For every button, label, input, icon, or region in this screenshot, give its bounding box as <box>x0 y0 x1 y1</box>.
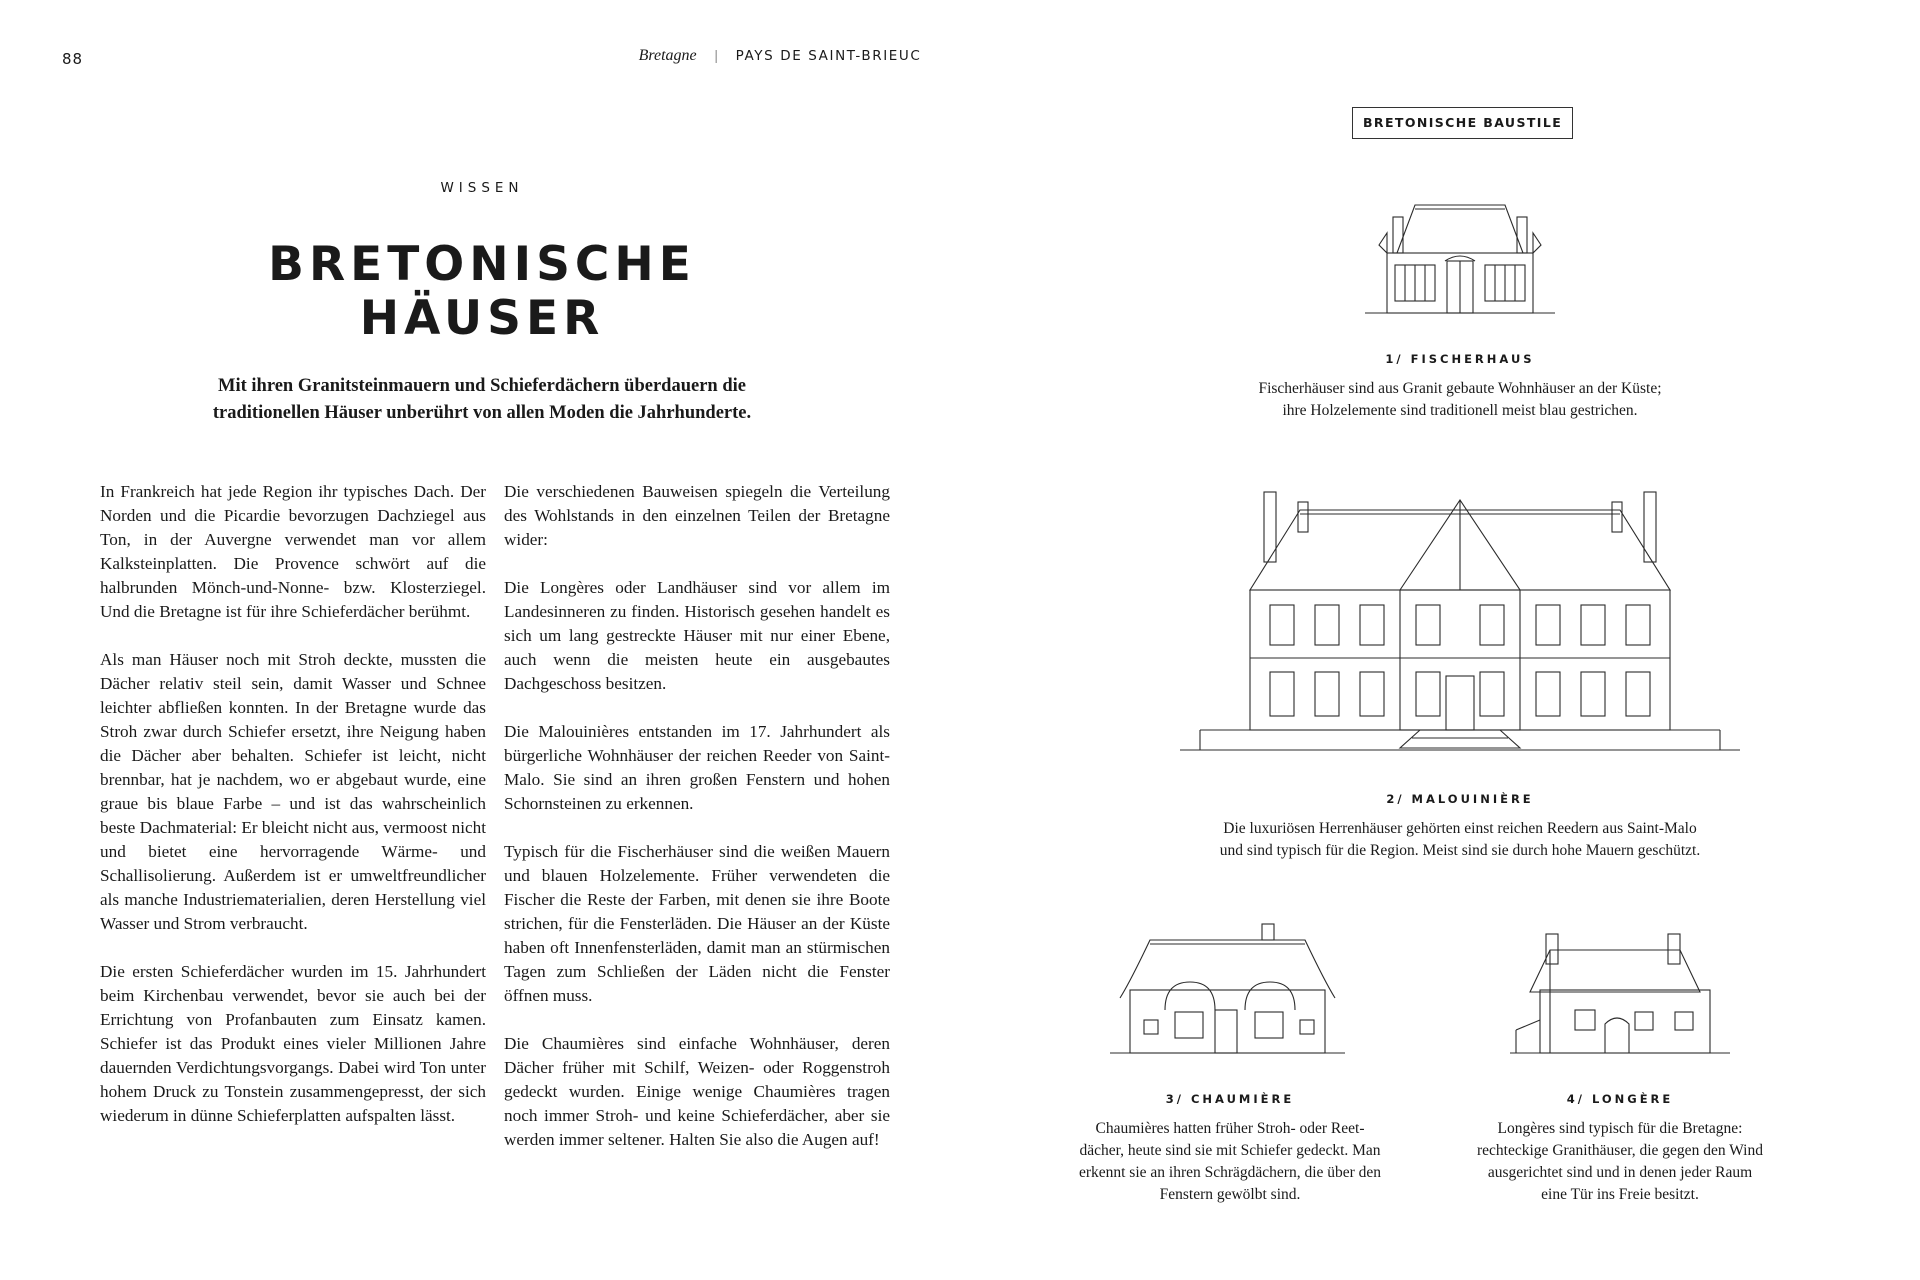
body-paragraph: In Frankreich hat jede Region ihr typisches Dach. Der Norden und die Picardie bevorzugen Dachziegel aus Ton, in der Auvergne verwendet man vor allem Kalksteinplatten. Die Provence schwört auf die halbrunden Mönch-und-Nonne- bzw. Klosterziegel. Und die Bretagne ist für ihre Schieferdächer berühmt. <box>100 482 486 621</box>
malouiniere-illustration <box>1180 480 1740 760</box>
body-paragraph: Als man Häuser noch mit Stroh deckte, mussten die Dächer relativ steil sein, damit Wasser und Schnee leichter abfließen konnten. In der Bretagne wurde das Stroh zwar durch Schiefer ersetzt, ihre Neigung haben die Dächer aber behalten. Schiefer ist leicht, nicht brennbar, hat je nachdem, wo er abgebaut wurde, eine graue bis blaue Farbe – und ist das wahrscheinlich beste Dachmaterial: Er bleicht nicht aus, vermoost nicht und bietet eine hervorragende Wärme- und Schallisolierung. Außerdem ist er umweltfreundlicher als manche Industriematerialien, deren Herstellung viel Wasser und Strom verbraucht. <box>100 650 486 933</box>
fischerhaus-illustration <box>1365 195 1555 320</box>
article-lead <box>100 373 864 427</box>
article-lead-line-2: traditionellen Häuser unberührt von allen Moden die Jahrhunderte. <box>212 403 752 423</box>
body-paragraph: Die verschiedenen Bauweisen spiegeln die Verteilung des Wohlstands in den einzelnen Teilen der Bretagne wider: <box>504 482 890 549</box>
malouiniere-title: 2/ MALOUINIÈRE <box>1386 792 1534 806</box>
sidebar-label: BRETONISCHE BAUSTILE <box>1352 107 1573 139</box>
caption-line: Fischerhäuser sind aus Granit gebaute Wohnhäuser an der Küste; <box>1258 380 1662 397</box>
longere-title: 4/ LONGÈRE <box>1566 1092 1674 1106</box>
running-head-section: PAYS DE SAINT-BRIEUC <box>735 48 922 64</box>
caption-line: ausgerichtet sind und in denen jeder Raum <box>1487 1164 1753 1181</box>
caption-line: eine Tür ins Freie besitzt. <box>1541 1186 1699 1203</box>
caption-line: erkennt sie an ihren Schrägdächern, die über den <box>1078 1164 1382 1181</box>
article-title-line-1: BRETONISCHE <box>268 237 696 292</box>
caption-line: und sind typisch für die Region. Meist sind sie durch hohe Mauern geschützt. <box>1219 842 1701 859</box>
article-lead-line-1: Mit ihren Granitsteinmauern und Schieferdächern überdauern die <box>218 376 746 396</box>
caption-line: Die luxuriösen Herrenhäuser gehörten einst reichen Reedern aus Saint-Malo <box>1223 820 1697 837</box>
longere-description <box>1460 1118 1780 1206</box>
running-head <box>600 47 960 65</box>
running-head-region: Bretagne <box>638 47 697 64</box>
article-kicker: WISSEN <box>440 180 524 196</box>
fischerhaus-title: 1/ FISCHERHAUS <box>1385 352 1535 366</box>
page-number: 88 <box>62 50 84 68</box>
body-paragraph: Die Chaumières sind einfache Wohnhäuser, deren Dächer früher mit Schilf, Weizen- oder Roggenstroh gedeckt wurden. Einige wenige Chaumières tragen noch immer Stroh- und keine Schieferdächer, aber sie werden immer seltener. Halten Sie also die Augen auf! <box>504 1034 890 1149</box>
article-title <box>0 238 964 346</box>
caption-line: dächer, heute sind sie mit Schiefer gedeckt. Man <box>1079 1142 1381 1159</box>
caption-line: rechteckige Granithäuser, die gegen den Wind <box>1477 1142 1763 1159</box>
body-paragraph: Die ersten Schieferdächer wurden im 15. Jahrhundert beim Kirchenbau verwendet, bevor sie auch bei der Errichtung von Profanbauten zum Einsatz kamen. Schiefer ist das Produkt eines vieler Millionen Jahre dauernden Verdichtungsvorgangs. Dabei wird Ton unter hohem Druck zu Tonstein zusammengepresst, der sich wiederum in dünne Schieferplatten aufspalten lässt. <box>100 962 486 1125</box>
body-paragraph: Die Malouinières entstanden im 17. Jahrhundert als bürgerliche Wohnhäuser der reichen Reeder von Saint-Malo. Sie sind an ihren großen Fenstern und hohen Schornsteinen zu erkennen. <box>504 722 890 813</box>
longere-illustration <box>1510 920 1730 1060</box>
chaumiere-illustration <box>1110 920 1345 1060</box>
malouiniere-description <box>1140 818 1780 862</box>
fischerhaus-description <box>1160 378 1760 422</box>
chaumiere-title: 3/ CHAUMIÈRE <box>1165 1092 1295 1106</box>
caption-line: Longères sind typisch für die Bretagne: <box>1497 1120 1743 1137</box>
article-title-line-2: HÄUSER <box>359 291 605 346</box>
caption-line: Fenstern gewölbt sind. <box>1159 1186 1301 1203</box>
running-head-separator: | <box>714 48 718 64</box>
caption-line: ihre Holzelemente sind traditionell meist blau gestrichen. <box>1282 402 1638 419</box>
body-paragraph: Typisch für die Fischerhäuser sind die weißen Mauern und blauen Holzelemente. Früher verwendeten die Fischer die Reste der Farben, mit denen sie ihre Boote strichen, für die Fensterläden. Die Häuser an der Küste haben oft Innenfensterläden, damit man an stürmischen Tagen zum Schließen der Läden nicht die Fenster öffnen muss. <box>504 842 890 1005</box>
caption-line: Chaumières hatten früher Stroh- oder Reet- <box>1095 1120 1365 1137</box>
chaumiere-description <box>1070 1118 1390 1206</box>
body-column-right <box>504 480 890 1176</box>
body-column-left <box>100 480 486 1152</box>
body-paragraph: Die Longères oder Landhäuser sind vor allem im Landesinneren zu finden. Historisch gesehen handelt es sich um lang gestreckte Häuser mit nur einer Ebene, auch wenn die meisten heute ein ausgebautes Dachgeschoss besitzen. <box>504 578 890 693</box>
